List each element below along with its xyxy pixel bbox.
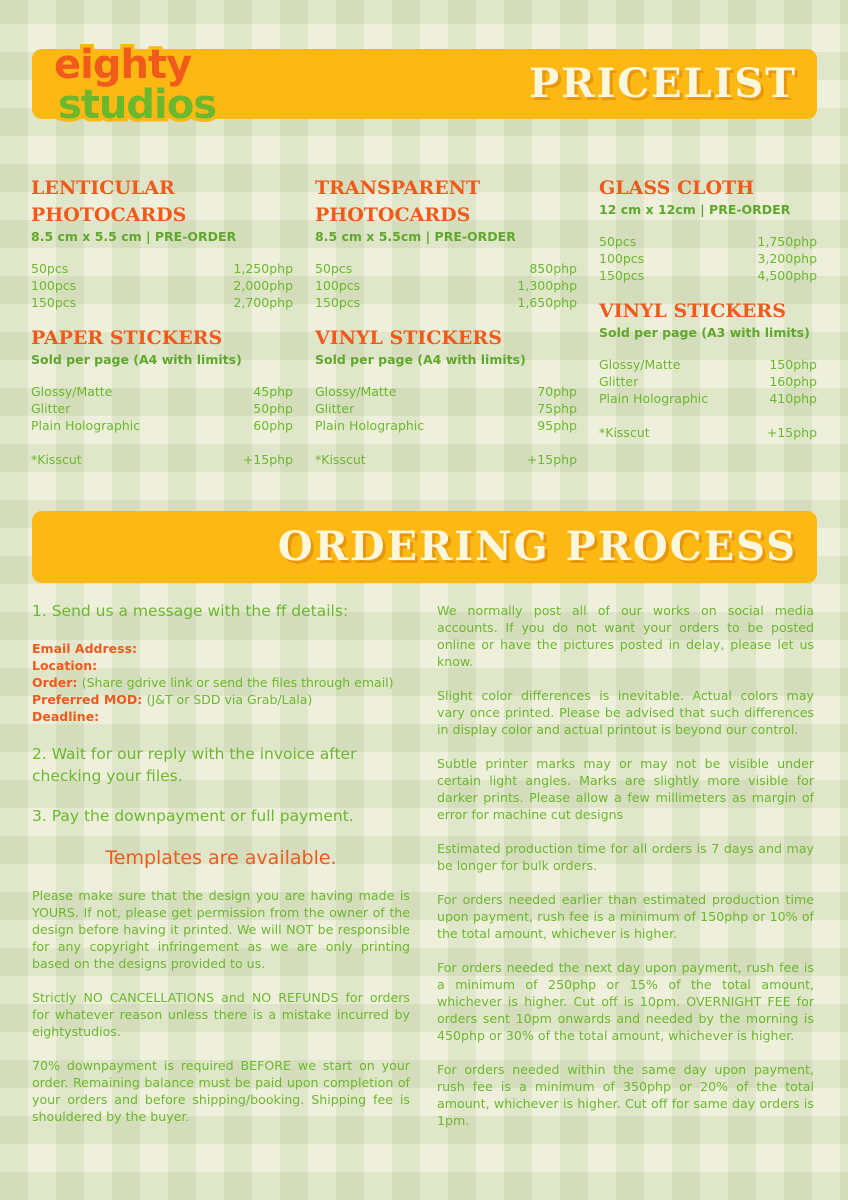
item-label: 50pcs (31, 261, 69, 276)
section-subtitle: Sold per page (A4 with limits) (315, 352, 526, 367)
item-label: Glossy/Matte (599, 357, 681, 372)
section-title: TRANSPARENT PHOTOCARDS (315, 177, 481, 226)
item-price: 2,700php (233, 295, 293, 310)
ordering-right-column (437, 602, 814, 1129)
location-field-label: Location: (32, 658, 98, 673)
ordering-left-column (32, 600, 410, 1125)
templates-notice: Templates are available. (105, 847, 337, 869)
item-label: 150pcs (599, 268, 645, 283)
item-price: 1,750php (757, 234, 817, 249)
item-price: 95php (537, 418, 577, 433)
item-label: Glossy/Matte (315, 384, 397, 399)
item-price: 70php (537, 384, 577, 399)
section-subtitle: 8.5 cm x 5.5 cm | PRE-ORDER (31, 229, 237, 244)
price-row (31, 260, 293, 277)
paragraph: 70% downpayment is required BEFORE we start on your order. Remaining balance must be paid upon completion of your orders and before shipping/booking. Shipping fee is shouldered by the buyer. (32, 1058, 410, 1124)
ordering-banner (32, 511, 817, 583)
price-list (599, 233, 817, 284)
item-price: +15php (766, 425, 817, 440)
price-list (315, 260, 577, 311)
paragraph: Strictly NO CANCELLATIONS and NO REFUNDS for orders for whatever reason unless there is a mistake incurred by eightystudios. (32, 990, 410, 1039)
mod-note: (J&T or SDD via Grab/Lala) (146, 692, 313, 707)
item-label: *Kisscut (31, 452, 82, 467)
paragraph: For orders needed earlier than estimated production time upon payment, rush fee is a minimum of 150php or 10% of the total amount, whichever is higher. (437, 892, 814, 941)
price-row (31, 417, 293, 434)
pricelist-title: PRICELIST (529, 60, 797, 107)
price-row (31, 400, 293, 417)
price-list (315, 383, 577, 468)
section-subtitle: Sold per page (A4 with limits) (31, 352, 242, 367)
transparent-photocards-section (315, 175, 577, 311)
item-price: 4,500php (757, 268, 817, 283)
price-row (599, 390, 817, 407)
price-row (599, 356, 817, 373)
item-price: 160php (769, 374, 817, 389)
item-label: Plain Holographic (315, 418, 425, 433)
item-label: Glossy/Matte (31, 384, 113, 399)
section-title: GLASS CLOTH (599, 177, 755, 199)
section-subtitle: 8.5 cm x 5.5cm | PRE-ORDER (315, 229, 516, 244)
paper-stickers-section (31, 325, 293, 468)
price-row (315, 383, 577, 400)
item-label: Plain Holographic (599, 391, 709, 406)
price-row (315, 260, 577, 277)
item-price: +15php (526, 452, 577, 467)
kisscut-row (599, 424, 817, 441)
paragraph: Please make sure that the design you are having made is YOURS. If not, please get permission from the owner of the design before having it printed. We will NOT be responsible for any copyright infringement as we are only printing based on the designs provided to us. (32, 888, 410, 971)
price-list (31, 383, 293, 468)
paragraph: Subtle printer marks may or may not be visible under certain light angles. Marks are slightly more visible for darker prints. Please allow a few millimeters as margin of error for machine cut designs (437, 756, 814, 822)
item-price: 50php (253, 401, 293, 416)
price-list (599, 356, 817, 441)
item-price: +15php (242, 452, 293, 467)
item-price: 60php (253, 418, 293, 433)
mod-label: Preferred MOD: (32, 692, 143, 707)
lenticular-photocards-section (31, 175, 293, 311)
item-price: 410php (769, 391, 817, 406)
order-note: (Share gdrive link or send the files through email) (81, 675, 394, 690)
price-column-2 (315, 175, 577, 482)
item-price: 1,300php (517, 278, 577, 293)
section-title: VINYL STICKERS (315, 327, 502, 349)
brand-logo (30, 30, 250, 140)
price-row (315, 417, 577, 434)
order-field-label (32, 674, 410, 691)
item-label: 50pcs (599, 234, 637, 249)
item-label: Glitter (31, 401, 71, 416)
email-field-label: Email Address: (32, 641, 138, 656)
price-row (31, 277, 293, 294)
kisscut-row (31, 451, 293, 468)
item-label: 100pcs (31, 278, 77, 293)
paragraph: Estimated production time for all orders is 7 days and may be longer for bulk orders. (437, 841, 814, 873)
item-price: 1,650php (517, 295, 577, 310)
glass-cloth-section (599, 175, 817, 284)
paragraph: For orders needed within the same day upon payment, rush fee is a minimum of 350php or 20% of the total amount, whichever is higher. Cut off for same day orders is 1pm. (437, 1062, 814, 1128)
price-row (315, 400, 577, 417)
item-price: 850php (529, 261, 577, 276)
item-price: 75php (537, 401, 577, 416)
section-subtitle: Sold per page (A3 with limits) (599, 325, 810, 340)
price-row (599, 250, 817, 267)
paragraph: We normally post all of our works on social media accounts. If you do not want your orders to be posted online or have the pictures posted in delay, please let us know. (437, 603, 814, 669)
order-label: Order: (32, 675, 78, 690)
section-subtitle: 12 cm x 12cm | PRE-ORDER (599, 202, 791, 217)
price-row (31, 383, 293, 400)
step-2: 2. Wait for our reply with the invoice after checking your files. (32, 745, 357, 785)
vinyl-stickers-a4-section (315, 325, 577, 468)
item-label: *Kisscut (315, 452, 366, 467)
step-3: 3. Pay the downpayment or full payment. (32, 807, 354, 825)
section-title: PAPER STICKERS (31, 327, 223, 349)
item-label: Plain Holographic (31, 418, 141, 433)
ordering-title: ORDERING PROCESS (277, 523, 797, 570)
item-label: 100pcs (599, 251, 645, 266)
item-price: 1,250php (233, 261, 293, 276)
price-row (31, 294, 293, 311)
item-label: *Kisscut (599, 425, 650, 440)
price-row (315, 277, 577, 294)
brand-line2: studios (58, 82, 217, 128)
item-price: 45php (253, 384, 293, 399)
item-price: 150php (769, 357, 817, 372)
item-label: Glitter (599, 374, 639, 389)
deadline-field-label: Deadline: (32, 709, 100, 724)
price-column-1 (31, 175, 293, 482)
price-row (599, 267, 817, 284)
section-title: LENTICULAR PHOTOCARDS (31, 177, 187, 226)
kisscut-row (315, 451, 577, 468)
price-row (599, 233, 817, 250)
price-row (315, 294, 577, 311)
paragraph: For orders needed the next day upon payment, rush fee is a minimum of 250php or 15% of the total amount, whichever is higher. Cut off is 10pm. OVERNIGHT FEE for orders sent 10pm onwards and needed by the morning is 450php or 30% of the total amount, whichever is higher. (437, 960, 814, 1043)
item-price: 3,200php (757, 251, 817, 266)
item-label: 150pcs (315, 295, 361, 310)
item-label: 50pcs (315, 261, 353, 276)
item-label: 100pcs (315, 278, 361, 293)
item-price: 2,000php (233, 278, 293, 293)
mod-field-label (32, 691, 410, 708)
price-list (31, 260, 293, 311)
section-title: VINYL STICKERS (599, 300, 786, 322)
item-label: 150pcs (31, 295, 77, 310)
step-1: 1. Send us a message with the ff details: (32, 602, 349, 620)
item-label: Glitter (315, 401, 355, 416)
price-column-3 (599, 175, 817, 455)
price-row (599, 373, 817, 390)
brand-line1: eighty (54, 42, 192, 88)
vinyl-stickers-a3-section (599, 298, 817, 441)
paragraph: Slight color differences is inevitable. Actual colors may vary once printed. Please be advised that such differences in display color and actual printout is beyond our control. (437, 688, 814, 737)
